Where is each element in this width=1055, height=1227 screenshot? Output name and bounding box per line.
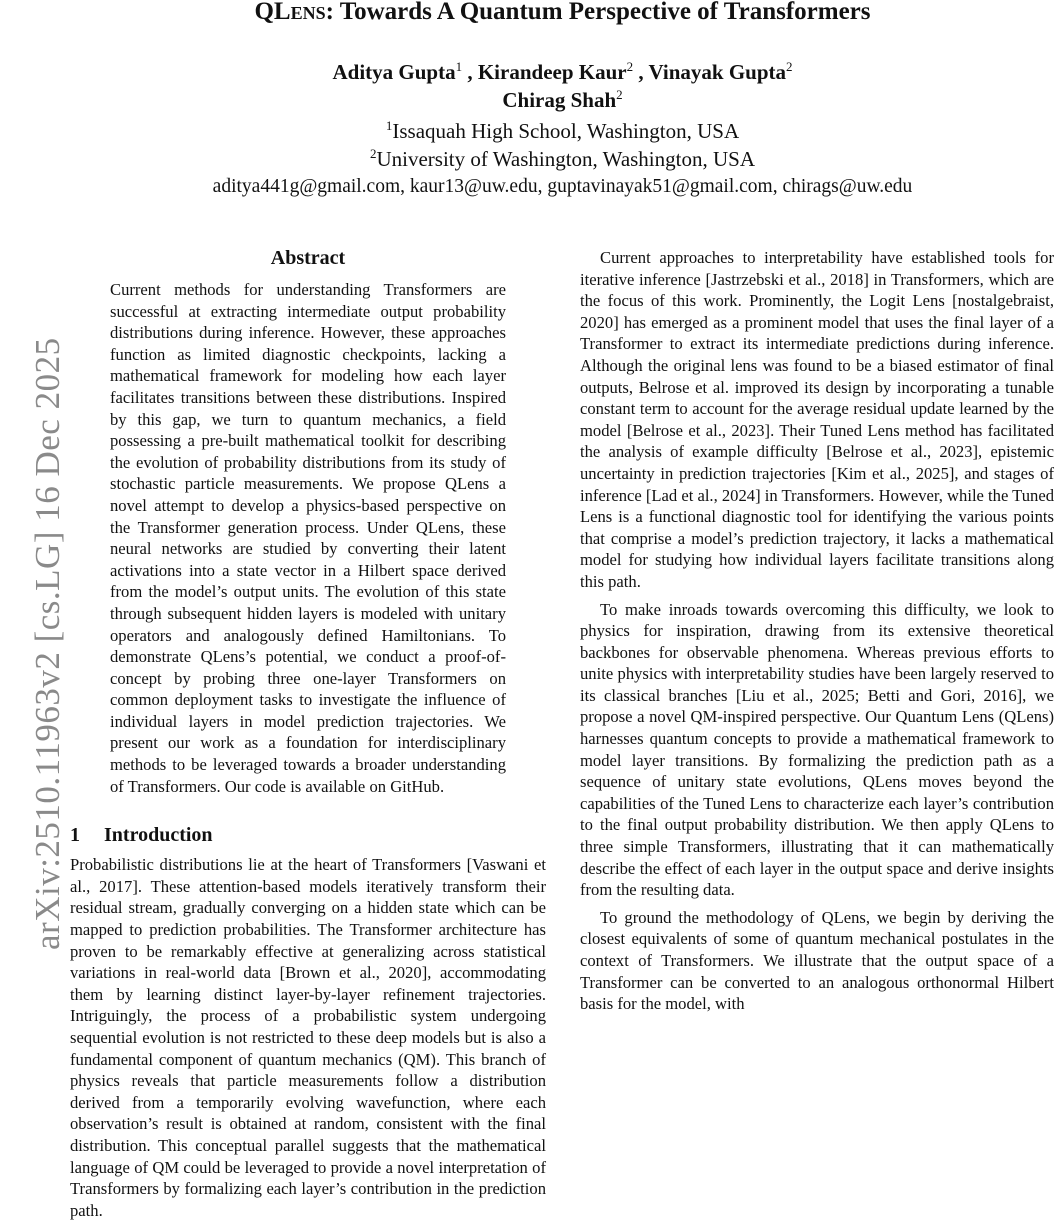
author-name: Chirag Shah — [502, 88, 617, 112]
author-line-1: Aditya Gupta$^1$ , Kirandeep Kaur$^2$ , Vinayak Gupta$^2$ — [332, 59, 793, 84]
affiliation-mark: 1 — [455, 59, 463, 74]
affiliation-mark: 2 — [786, 59, 793, 74]
section-number: 1 — [70, 824, 80, 847]
author-name: Aditya Gupta — [332, 60, 456, 84]
section-heading — [70, 822, 546, 848]
author-name: Vinayak Gupta — [648, 60, 786, 84]
intro-paragraph-3: To make inroads towards overcoming this difficulty, we look to physics for inspiration, drawing from its extensive theoretical backbones for observable phenomena. Whereas previous efforts to unite physics with interpretability studies have been largely reserved to its classical branches [Liu et al., 2025; Betti and Gori, 2016], we propose a novel QM-inspired perspective. Our Quantum Lens (QLens) harnesses quantum concepts to provide a mathematical framework to model layer transitions. By formalizing the prediction path as a sequence of unitary state evolutions, QLens moves beyond the capabilities of the Tuned Lens to characterize each layer’s contribution to the final output probability distribution. We then apply QLens to three simple Transformers, illustrating that it can mathematically describe the effect of each layer in the output space and derive insights from the resulting data. — [580, 599, 1054, 900]
affiliation-list — [0, 117, 1055, 173]
paper-title: QLens: Towards A Quantum Perspective of Transformers — [254, 0, 871, 25]
abstract-text: Current methods for understanding Transformers are successful at extracting intermediate output probability distributions during inference. However, these approaches function as limited diagnostic checkpoints, lacking a mathematical framework for modeling how each layer facilitates transitions between these distributions. Inspired by this gap, we turn to quantum mechanics, a field possessing a pre-built mathematical toolkit for describing the evolution of probability distributions from its study of stochastic particle measurements. We propose QLens a novel attempt to develop a physics-based perspective on the Transformer generation process. Under QLens, these neural networks are studied by converting their latent activations into a state vector in a Hilbert space derived from the model’s output units. The evolution of this state through subsequent hidden layers is modeled with unitary operators and analogously defined Hamiltonians. To demonstrate QLens’s potential, we conduct a proof-of-concept by probing three one-layer Transformers on common deployment tasks to investigate the influence of individual layers in model prediction trajectories. We present our work as a foundation for interdisciplinary methods to be leveraged towards a broader understanding of Transformers. Our code is available on GitHub. — [110, 280, 506, 796]
intro-paragraph-4: To ground the methodology of QLens, we begin by deriving the closest equivalents of some of quantum mechanical postulates in the context of Transformers. We illustrate that the output space of a Transformer can be converted to an analogous orthonormal Hilbert basis for the model, with — [580, 907, 1054, 1014]
affiliation: $^1$Issaquah High School, Washington, USA — [385, 118, 740, 143]
author-name: Kirandeep Kaur — [477, 60, 627, 84]
affiliation-mark: 2 — [626, 59, 634, 74]
affiliation: $^2$University of Washington, Washington, USA — [369, 146, 755, 171]
section-title: Introduction — [104, 824, 213, 847]
abstract-heading: Abstract — [270, 247, 346, 269]
author-line-2 — [0, 86, 1055, 114]
intro-paragraph-1: Probabilistic distributions lie at the heart of Transformers [Vaswani et al., 2017]. These attention-based models iteratively transform their residual stream, gradually converging on a hidden state which can be mapped to prediction probabilities. The Transformer architecture has proven to be remarkably effective at generalizing across statistical variations in real-world data [Brown et al., 2020], accommodating them by learning distinct layer-by-layer refinement trajectories. Intriguingly, the process of a probabilistic system undergoing sequential evolution is not restricted to these deep models but is also a fundamental component of quantum mechanics (QM). This branch of physics reveals that particle measurements follow a distribution derived from a temporarily evolving wavefunction, where each observation’s result is obtained at random, consistent with the final distribution. This conceptual parallel suggests that the mathematical language of QM could be leveraged to provide a novel interpretation of Transformers by formalizing each layer’s contribution in the prediction path. — [70, 855, 546, 1220]
right-column — [580, 247, 1054, 1021]
author-emails: aditya441g@gmail.com, kaur13@uw.edu, guptavinayak51@gmail.com, chirags@uw.edu — [212, 176, 913, 197]
left-column — [70, 243, 546, 1227]
arxiv-stamp: arXiv:2510.11963v2 [cs.LG] 16 Dec 2025 — [28, 337, 67, 950]
author-list — [0, 58, 1055, 114]
intro-paragraph-2: Current approaches to interpretability have established tools for iterative inference [Jastrzebski et al., 2018] in Transformers, which are the focus of this work. Prominently, the Logit Lens [nostalgebraist, 2020] has emerged as a prominent model that uses the final layer of a Transformer to extract its intermediate predictions during inference. Although the original lens was found to be a biased estimator of final outputs, Belrose et al. improved its design by incorporating a tunable constant term to account for the average residual update learned by the model [Belrose et al., 2023]. Their Tuned Lens method has facilitated the analysis of example difficulty [Belrose et al., 2023], epistemic uncertainty in prediction trajectories [Kim et al., 2025], and stages of inference [Lad et al., 2024] in Transformers. However, while the Tuned Lens is a functional diagnostic tool for identifying the various points that comprise a model’s prediction trajectory, it lacks a mathematical model for studying how individual layers facilitate transitions along this path. — [580, 248, 1054, 591]
affiliation-mark: 2 — [616, 87, 623, 102]
